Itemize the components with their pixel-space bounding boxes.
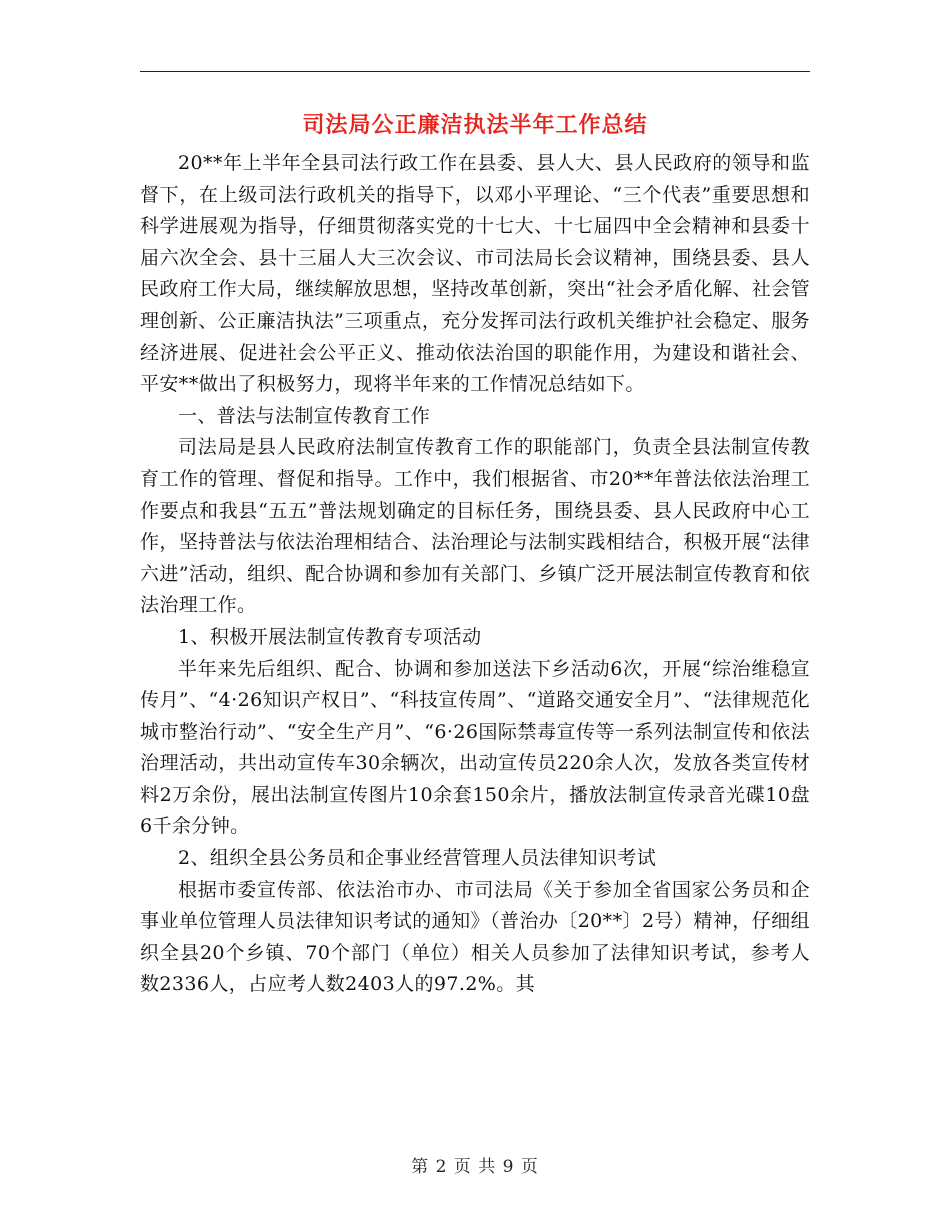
document-title: 司法局公正廉洁执法半年工作总结 — [302, 113, 648, 138]
paragraph-intro: 20**年上半年全县司法行政工作在县委、县人大、县人民政府的领导和监督下，在上级司法行政机关的指导下，以邓小平理论、“三个代表”重要思想和科学进展观为指导，仔细贯彻落实党的十七大、十七届四中全会精神和县委十届六次全会、县十三届人大三次会议、市司法局长会议精神，围绕县委、县人民政府工作大局，继续解放思想，坚持改革创新，突出“社会矛盾化解、社会管理创新、公正廉洁执法”三项重点，充分发挥司法行政机关维护社会稳定、服务经济进展、促进社会公平正义、推动依法治国的职能作用，为建设和谐社会、平安**做出了积极努力，现将半年来的工作情况总结如下。 — [140, 152, 810, 396]
paragraph-subsection-2: 根据市委宣传部、依法治市办、市司法局《关于参加全省国家公务员和企事业单位管理人员法律知识考试的通知》（普治办〔20**〕2号）精神，仔细组织全县20个乡镇、70个部门（单位）相关人员参加了法律知识考试，参考人数2336人，占应考人数2403人的97.2%。其 — [140, 878, 810, 996]
paragraph-section-1: 司法局是县人民政府法制宣传教育工作的职能部门，负责全县法制宣传教育工作的管理、督促和指导。工作中，我们根据省、市20**年普法依法治理工作要点和我县“五五”普法规划确定的目标任务，围绕县委、县人民政府中心工作，坚持普法与依法治理相结合、法治理论与法制实践相结合，积极开展“法律六进”活动，组织、配合协调和参加有关部门、乡镇广泛开展法制宣传教育和依法治理工作。 — [140, 436, 810, 617]
subheading-2: 2、组织全县公务员和企事业经营管理人员法律知识考试 — [178, 847, 657, 870]
document-body — [140, 148, 810, 1001]
paragraph-subsection-1: 半年来先后组织、配合、协调和参加送法下乡活动6次，开展“综治维稳宣传月”、“4·26知识产权日”、“科技宣传周”、“道路交通安全月”、“法律规范化城市整治行动”、“安全生产月”、“6·26国际禁毒宣传等一系列法制宣传和依法治理活动，共出动宣传车30余辆次，出动宣传员220余人次，发放各类宣传材料2万余份，展出法制宣传图片10余套150余片，播放法制宣传录音光碟10盘6千余分钟。 — [140, 657, 810, 838]
header-rule — [140, 71, 810, 72]
page-number: 第 2 页 共 9 页 — [411, 1157, 539, 1177]
section-heading-1: 一、普法与法制宣传教育工作 — [178, 404, 431, 427]
subheading-1: 1、积极开展法制宣传教育专项活动 — [178, 625, 482, 648]
